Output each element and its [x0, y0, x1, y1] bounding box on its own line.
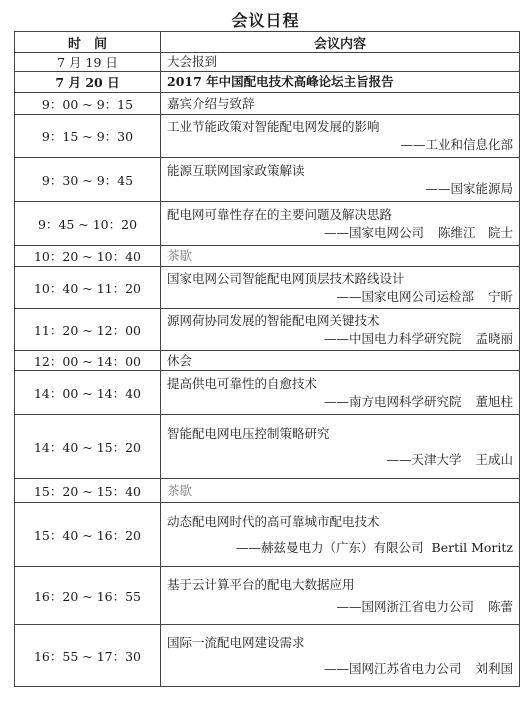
row-topic: 嘉宾介绍与致辞	[167, 95, 255, 111]
table-row	[15, 53, 520, 72]
row-time: 15：20 ~ 15：40	[15, 479, 161, 503]
table-header-row	[15, 32, 520, 53]
table-row	[15, 309, 520, 351]
row-person: 陈维江 院士	[437, 224, 513, 240]
row-affiliation: ——天津大学	[386, 451, 462, 467]
row-time: 7 月 19 日	[15, 53, 161, 72]
row-time: 9：45 ~ 10：20	[15, 202, 161, 246]
row-affiliation: ——国网浙江省电力公司	[336, 598, 474, 614]
row-topic: 配电网可靠性存在的主要问题及解决思路	[167, 206, 393, 222]
row-time: 9：00 ~ 9：15	[15, 93, 161, 115]
table-row	[15, 93, 520, 115]
row-person: 董旭柱	[475, 393, 513, 409]
row-content	[161, 415, 520, 479]
table-row	[15, 267, 520, 309]
row-content	[161, 93, 520, 115]
table-row	[15, 625, 520, 687]
row-content	[161, 503, 520, 567]
row-topic: 动态配电网时代的高可靠城市配电技术	[167, 513, 380, 529]
row-time: 9：15 ~ 9：30	[15, 115, 161, 158]
row-topic: 工业节能政策对智能配电网发展的影响	[167, 119, 380, 134]
row-speaker	[167, 136, 513, 154]
table-row	[15, 351, 520, 371]
row-content	[161, 479, 520, 503]
schedule-table	[14, 31, 520, 687]
row-content	[161, 567, 520, 625]
row-content	[161, 351, 520, 371]
row-speaker	[167, 598, 513, 616]
table-row	[15, 158, 520, 202]
table-row	[15, 115, 520, 158]
row-topic: 提高供电可靠性的自愈技术	[167, 375, 318, 391]
row-person: 宁昕	[487, 288, 513, 304]
row-time: 11：20 ~ 12：00	[15, 309, 161, 351]
table-row	[15, 72, 520, 93]
row-speaker	[167, 288, 513, 306]
row-affiliation: ——南方电网科学研究院	[323, 393, 462, 409]
row-content	[161, 309, 520, 351]
row-person: 刘利国	[475, 660, 513, 676]
row-affiliation: ——国家电网公司	[323, 224, 424, 240]
row-time: 7 月 20 日	[15, 72, 161, 93]
row-time: 16：55 ~ 17：30	[15, 625, 161, 687]
row-topic: 大会报到	[167, 54, 218, 69]
row-time: 10：20 ~ 10：40	[15, 246, 161, 267]
row-time: 14：40 ~ 15：20	[15, 415, 161, 479]
table-row	[15, 415, 520, 479]
row-topic: 国际一流配电网建设需求	[167, 634, 305, 650]
row-speaker	[167, 330, 513, 348]
row-topic: 国家电网公司智能配电网顶层技术路线设计	[167, 270, 405, 286]
row-time: 15：40 ~ 16：20	[15, 503, 161, 567]
row-content	[161, 53, 520, 72]
table-row	[15, 567, 520, 625]
row-time: 9：30 ~ 9：45	[15, 158, 161, 202]
header-content: 会议内容	[161, 32, 520, 53]
row-topic: 智能配电网电压控制策略研究	[167, 425, 330, 441]
table-row	[15, 479, 520, 503]
row-topic: 2017 年中国配电技术高峰论坛主旨报告	[167, 74, 394, 89]
table-row	[15, 202, 520, 246]
row-speaker	[167, 393, 513, 411]
row-content	[161, 371, 520, 415]
row-content	[161, 246, 520, 267]
row-content	[161, 625, 520, 687]
row-time: 12：00 ~ 14：00	[15, 351, 161, 371]
row-affiliation: ——国家电网公司运检部	[336, 288, 474, 304]
row-topic: 休会	[167, 352, 193, 368]
row-time: 10：40 ~ 11：20	[15, 267, 161, 309]
row-time: 16：20 ~ 16：55	[15, 567, 161, 625]
page-title: 会议日程	[231, 11, 300, 30]
row-affiliation: ——中国电力科学研究院	[323, 330, 462, 346]
row-speaker	[167, 451, 513, 469]
row-speaker	[167, 660, 513, 678]
row-affiliation: ——赫兹曼电力（广东）有限公司	[236, 539, 424, 555]
table-row	[15, 371, 520, 415]
table-row	[15, 503, 520, 567]
row-person: 王成山	[475, 451, 513, 467]
row-topic: 基于云计算平台的配电大数据应用	[167, 576, 355, 592]
row-speaker	[167, 224, 513, 242]
row-topic: 茶歇	[167, 482, 193, 498]
row-content	[161, 202, 520, 246]
header-time: 时 间	[15, 32, 161, 53]
row-affiliation: ——工业和信息化部	[400, 137, 513, 152]
row-topic: 能源互联网国家政策解读	[167, 162, 305, 178]
row-speaker	[167, 539, 513, 557]
row-time: 14：00 ~ 14：40	[15, 371, 161, 415]
row-topic: 茶歇	[167, 248, 193, 263]
row-person: Bertil Moritz	[431, 539, 513, 555]
row-affiliation: ——国网江苏省电力公司	[323, 660, 462, 676]
row-content	[161, 267, 520, 309]
row-speaker	[167, 180, 513, 198]
row-content	[161, 115, 520, 158]
row-affiliation: ——国家能源局	[425, 180, 513, 196]
row-person: 孟晓丽	[475, 330, 513, 346]
row-content	[161, 158, 520, 202]
row-person: 陈蕾	[487, 598, 513, 614]
table-row	[15, 246, 520, 267]
row-content	[161, 72, 520, 93]
row-topic: 源网荷协同发展的智能配电网关键技术	[167, 312, 380, 328]
